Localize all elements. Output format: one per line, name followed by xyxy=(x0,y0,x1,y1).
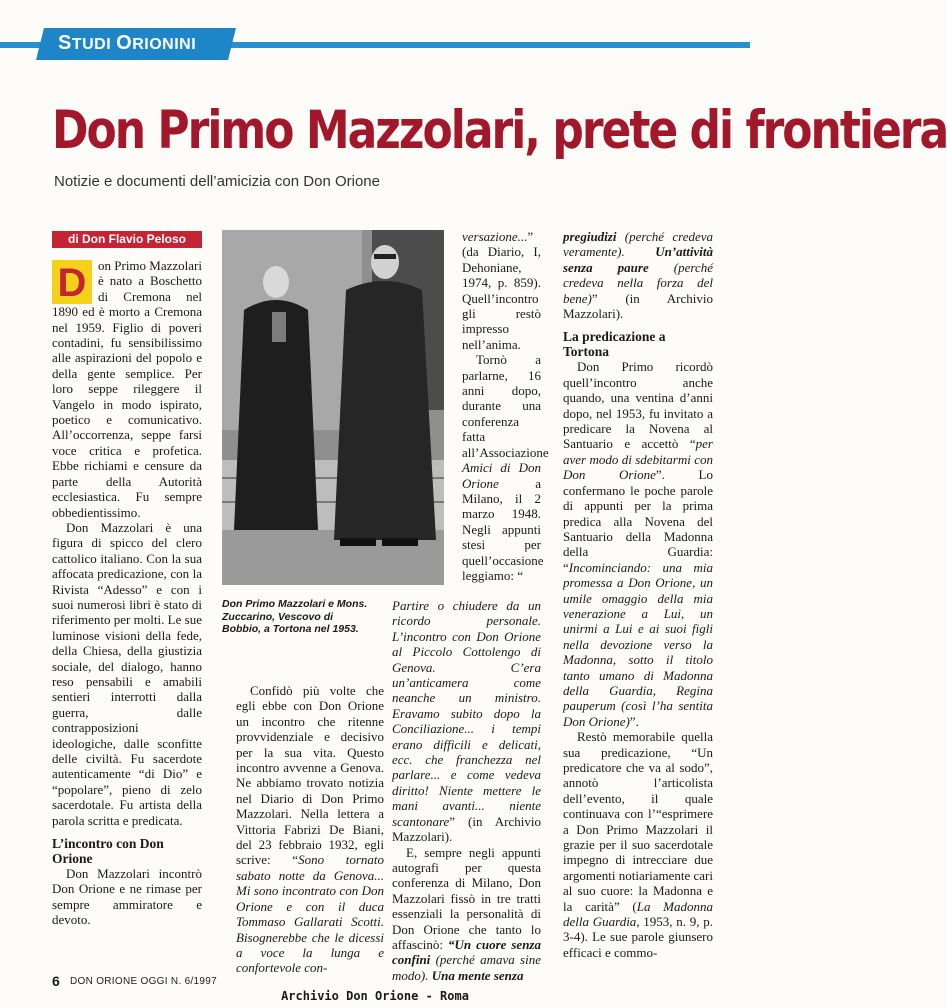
paragraph: Confidò più volte che egli ebbe con Don Orione un incontro che ritenne provvidenziale e decisivo per la sua vita. Questo incontro avvenne a Genova. Ne abbiamo trovato notizia nel Diario di Don Primo Mazzolari. Nella lettera a Vittoria Fabrizi De Biani, del 23 febbraio 1932, egli scrive: “Sono tornato sabato notte da Genova... Mi sono incontrato con Don Orione e con il duca Tommaso Gallarati Scotti. Bisognerebbe che le dicessi a voce la lunga e confortevole con- xyxy=(236,683,384,976)
photo-caption: Don Primo Mazzolari e Mons. Zuccarino, Vescovo di Bobbio, a Tortona nel 1953. xyxy=(222,598,368,635)
historic-photo xyxy=(222,230,444,585)
paragraph: pregiudizi (perché credeva veramente). Un’attività senza paure (perché credeva nella forza del bene)” (in Archivio Mazzolari). xyxy=(563,229,713,322)
paragraph: Restò memorabile quella sua predicazione, “Un predicatore che va al sodo”, annotò l’articolista dell’evento, il quale continuava con l’“esprimere a Don Primo Mazzolari il grazie per il suo sacerdotale impegno di intrecciare due argomenti notiariamente cari al suo cuore: la Madonna e la carità” (La Madonna della Guardia, 1953, n. 9, p. 3-4). Le sue parole giunsero efficaci e commo- xyxy=(563,729,714,960)
section-heading: La predicazione a Tortona xyxy=(563,329,666,360)
column-2 xyxy=(236,683,384,976)
column-1 xyxy=(52,258,202,928)
magazine-issue: DON ORIONE OGGI N. 6/1997 xyxy=(70,976,217,987)
paragraph: Don Primo ricordò quell’incontro anche quando, una ventina d’anni dopo, nel 1953, fu invitato a predicare la Novena al Santuario e accettò “per aver modo di sdebitarmi con Don Orione”. Lo confermano le poche parole di appunti per la prima predica alla Novena del Santuario della Madonna della Guardia: “Incominciando: una mia promessa a Don Orione, un umile omaggio della mia venerazione a Lui, un unirmi a Lui e ai suoi figli nella devozione verso la Madonna, sotto il titolo tanto umano di Madonna della Guardia, Regina pauperum (così l’ha sentita Don Orione)”. xyxy=(563,359,713,729)
archive-watermark: Archivio Don Orione - Roma xyxy=(281,989,469,1003)
drop-cap: D xyxy=(52,260,92,304)
author-byline: di Don Flavio Peloso xyxy=(52,231,202,248)
section-label: STUDI ORIONINI xyxy=(58,32,197,54)
column-3 xyxy=(462,229,549,583)
article-title: Don Primo Mazzolari, prete di frontiera xyxy=(52,100,947,162)
paragraph: versazione...” (da Diario, I, Dehoniane, 1974, p. 859). Quell’incontro gli restò impresso nell’anima. xyxy=(462,229,541,352)
page-number: 6 xyxy=(52,973,60,989)
paragraph: D on Primo Mazzolari è nato a Boschetto di Cremona nel 1890 ed è morto a Cremona nel 1959. Figlio di poveri contadini, fu sensibilissimo alle aspirazioni del popolo e della gente semplice. Per loro seppe rileggere il Vangelo in modo ispirato, poetico e comunicativo. All’occorrenza, seppe farsi voce critica e profetica. Ebbe richiami e censure da parte della Autorità ecclesiastica. Fu sempre obbedientissimo. xyxy=(52,258,202,520)
paragraph: Partire o chiudere da un ricordo personale. L’incontro con Don Orione al Piccolo Cottolengo di Genova. C’era un’anticamera come neanche un ministro. Eravamo subito dopo la Conciliazione... i tempi erano difficili e delicati, ecc. che franchezza nel parlare... e come vedeva diritto! Niente mettere le mani avanti... niente scantonare” (in Archivio Mazzolari). xyxy=(392,598,541,845)
paragraph: E, sempre negli appunti autografi per questa conferenza di Milano, Don Mazzolari fissò in tre tratti essenziali la personalità di Don Orione che tanto lo affascinò: “Un cuore senza confini (perché amava sine modo). Una mente senza xyxy=(392,844,541,983)
article-subtitle: Notizie e documenti dell’amicizia con Don Orione xyxy=(54,173,380,190)
photo-illustration xyxy=(222,230,444,585)
section-heading: L’incontro con Don Orione xyxy=(52,836,164,867)
paragraph: Don Mazzolari è una figura di spicco del clero cattolico italiano. Con la sua affocata predicazione, con la Rivista “Adesso” e con i suoi numerosi libri è stato di riferimento per molti. Le sue luminose visioni della fede, della Chiesa, della giustizia sociale, del dialogo, hanno reso pensabili e amabili sentieri interrotti dalla guerra, dalle contrapposizioni ideologiche, dalle sconfitte delle civiltà. Fu sacerdote autenticamente “di Dio” e “popolare”, pieno di zelo sacerdotale. Fu artista della parola scritta e predicata. xyxy=(52,519,202,828)
column-3-continued xyxy=(392,598,541,983)
paragraph: Don Mazzolari incontrò Don Orione e ne rimase per sempre ammiratore e devoto. xyxy=(52,866,202,928)
paragraph: Tornò a parlarne, 16 anni dopo, durante una conferenza fatta all’Associazione Amici di Don Orione a Milano, il 2 marzo 1948. Negli appunti stesi per quell’occasione leggiamo: “ xyxy=(462,352,549,583)
column-4 xyxy=(563,229,713,960)
